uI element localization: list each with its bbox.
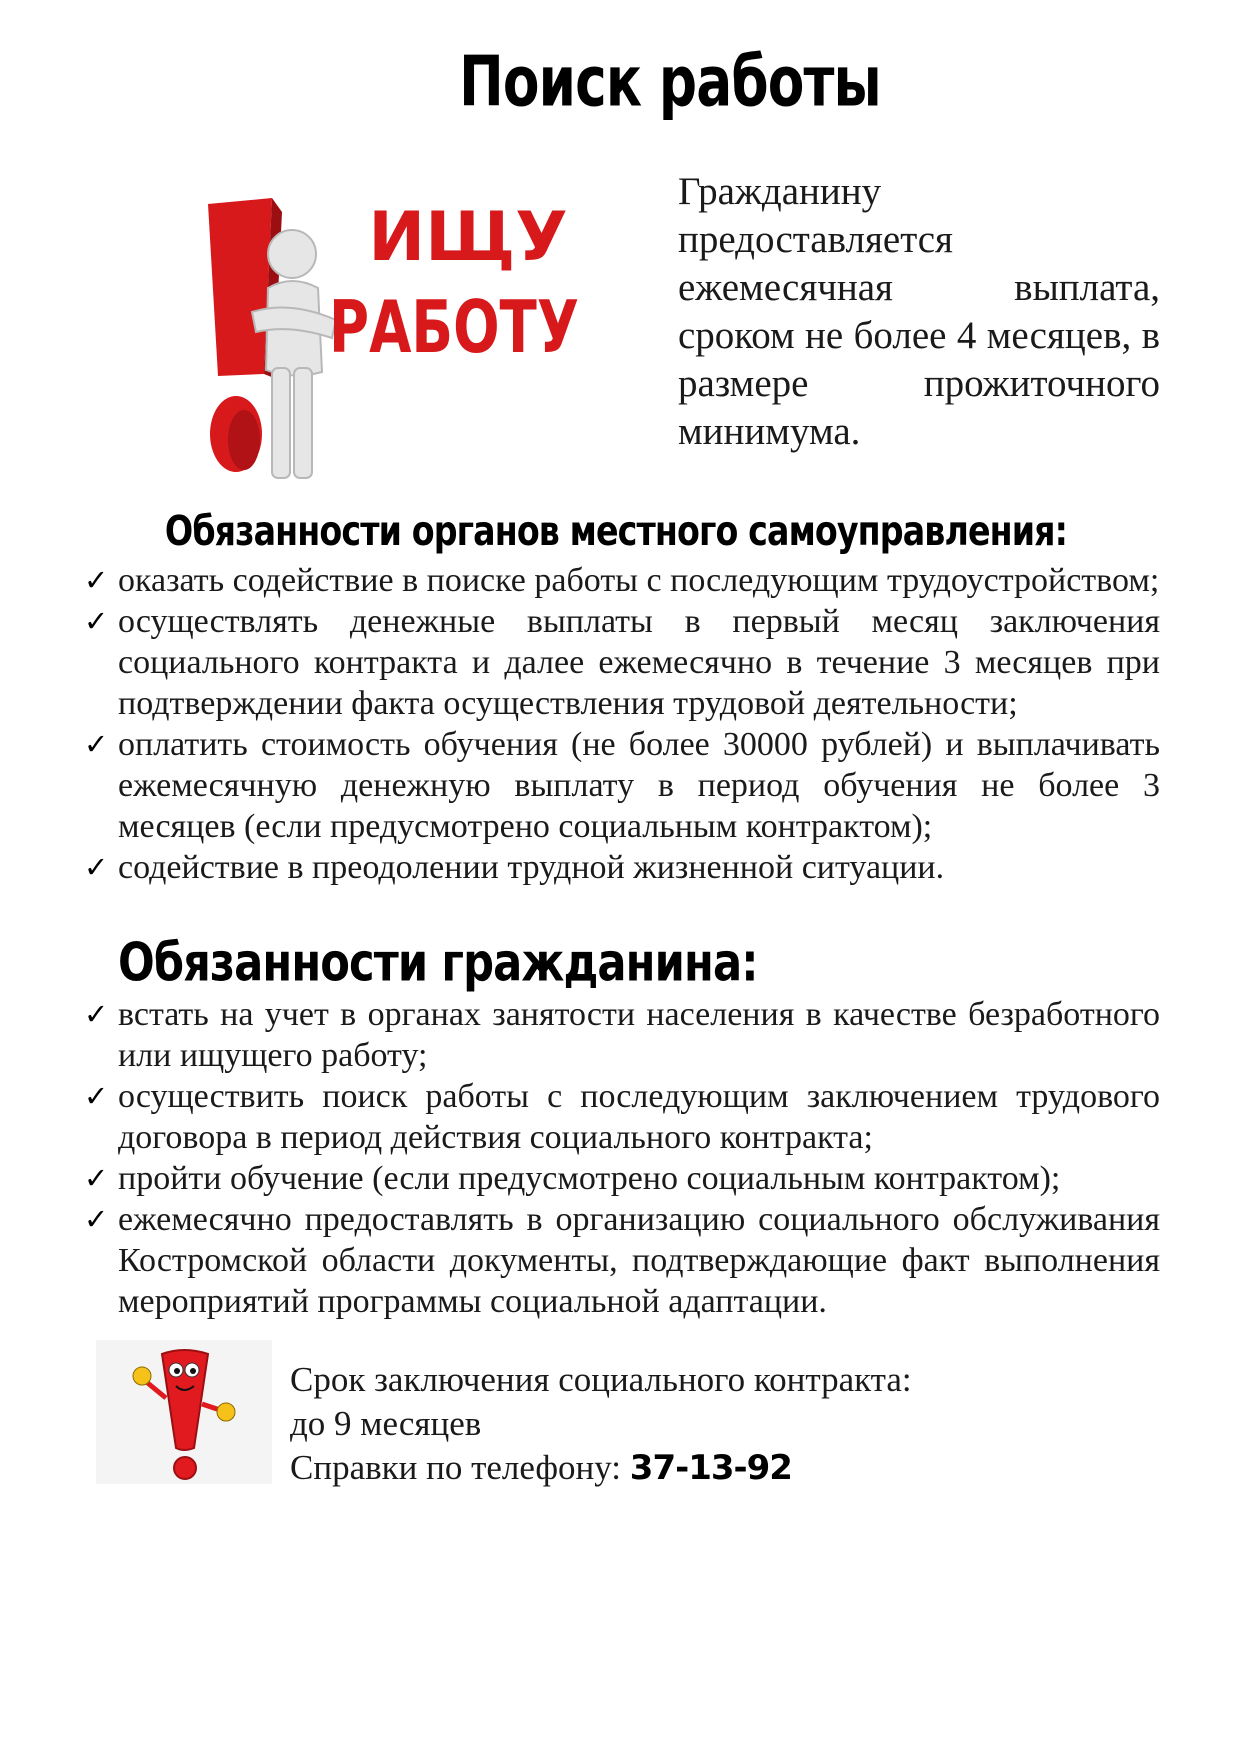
list-item-text: содействие в преодолении трудной жизненной ситуации.	[118, 849, 945, 886]
checkmark-icon: ✓	[84, 1202, 109, 1236]
list-item-text: оказать содействие в поиске работы с последующим трудоустройством;	[118, 562, 1160, 599]
page-title: Поиск работы	[459, 40, 881, 123]
section-heading-citizen: Обязанности гражданина:	[118, 932, 758, 994]
list-item-text: осуществлять денежные выплаты в первый месяц заключения социального контракта и далее ежемесячно в течение 3 месяцев при подтверждении факта осуществления трудовой деятельности;	[118, 603, 1160, 722]
list-item-text: встать на учет в органах занятости населения в качестве безработного или ищущего работу;	[118, 996, 1160, 1074]
hero-caption-line1: ИЩУ	[368, 198, 568, 277]
list-item	[84, 724, 1160, 847]
checkmark-icon: ✓	[84, 563, 109, 597]
list-item	[84, 994, 1160, 1076]
section-heading-local-authorities: Обязанности органов местного самоуправления:	[164, 507, 1068, 556]
list-item-text: ежемесячно предоставлять в организацию социального обслуживания Костромской области документы, подтверждающие факт выполнения мероприятий программы социальной адаптации.	[118, 1201, 1160, 1320]
checkmark-icon: ✓	[84, 604, 109, 638]
intro-text: Гражданину предоставляется ежемесячная выплата, сроком не более 4 месяцев, в размере прожиточного минимума.	[678, 170, 1160, 453]
phone-label: Справки по телефону:	[290, 1448, 630, 1487]
hero-caption-line2: РАБОТУ	[329, 285, 579, 369]
exclamation-figure-icon	[186, 142, 626, 494]
list-item	[84, 1158, 1160, 1199]
checkmark-icon: ✓	[84, 727, 109, 761]
list-item	[84, 601, 1160, 724]
phone-line	[290, 1446, 1150, 1490]
list-item-text: оплатить стоимость обучения (не более 30000 рублей) и выплачивать ежемесячную денежную выплату в период обучения не более 3 месяцев (если предусмотрено социальным контрактом);	[118, 726, 1160, 845]
list-item	[84, 1076, 1160, 1158]
list-item	[84, 560, 1160, 601]
checkmark-icon: ✓	[84, 997, 109, 1031]
exclamation-mascot-icon	[96, 1340, 272, 1484]
exclamation-mascot	[96, 1340, 272, 1484]
list-item-text: осуществить поиск работы с последующим заключением трудового договора в период действия социального контракта;	[118, 1078, 1160, 1156]
contract-term-label: Срок заключения социального контракта:	[290, 1360, 912, 1399]
contact-block	[290, 1358, 1150, 1490]
checkmark-icon: ✓	[84, 850, 109, 884]
job-search-illustration	[186, 142, 626, 494]
local-authorities-duties-list	[84, 560, 1160, 888]
checkmark-icon: ✓	[84, 1161, 109, 1195]
intro-paragraph	[678, 168, 1160, 456]
phone-number: 37-13-92	[629, 1448, 792, 1488]
list-item-text: пройти обучение (если предусмотрено социальным контрактом);	[118, 1160, 1061, 1197]
citizen-duties-list	[84, 994, 1160, 1322]
list-item	[84, 847, 1160, 888]
hero-caption	[329, 198, 579, 369]
contract-term-value: до 9 месяцев	[290, 1404, 482, 1443]
list-item	[84, 1199, 1160, 1322]
checkmark-icon: ✓	[84, 1079, 109, 1113]
